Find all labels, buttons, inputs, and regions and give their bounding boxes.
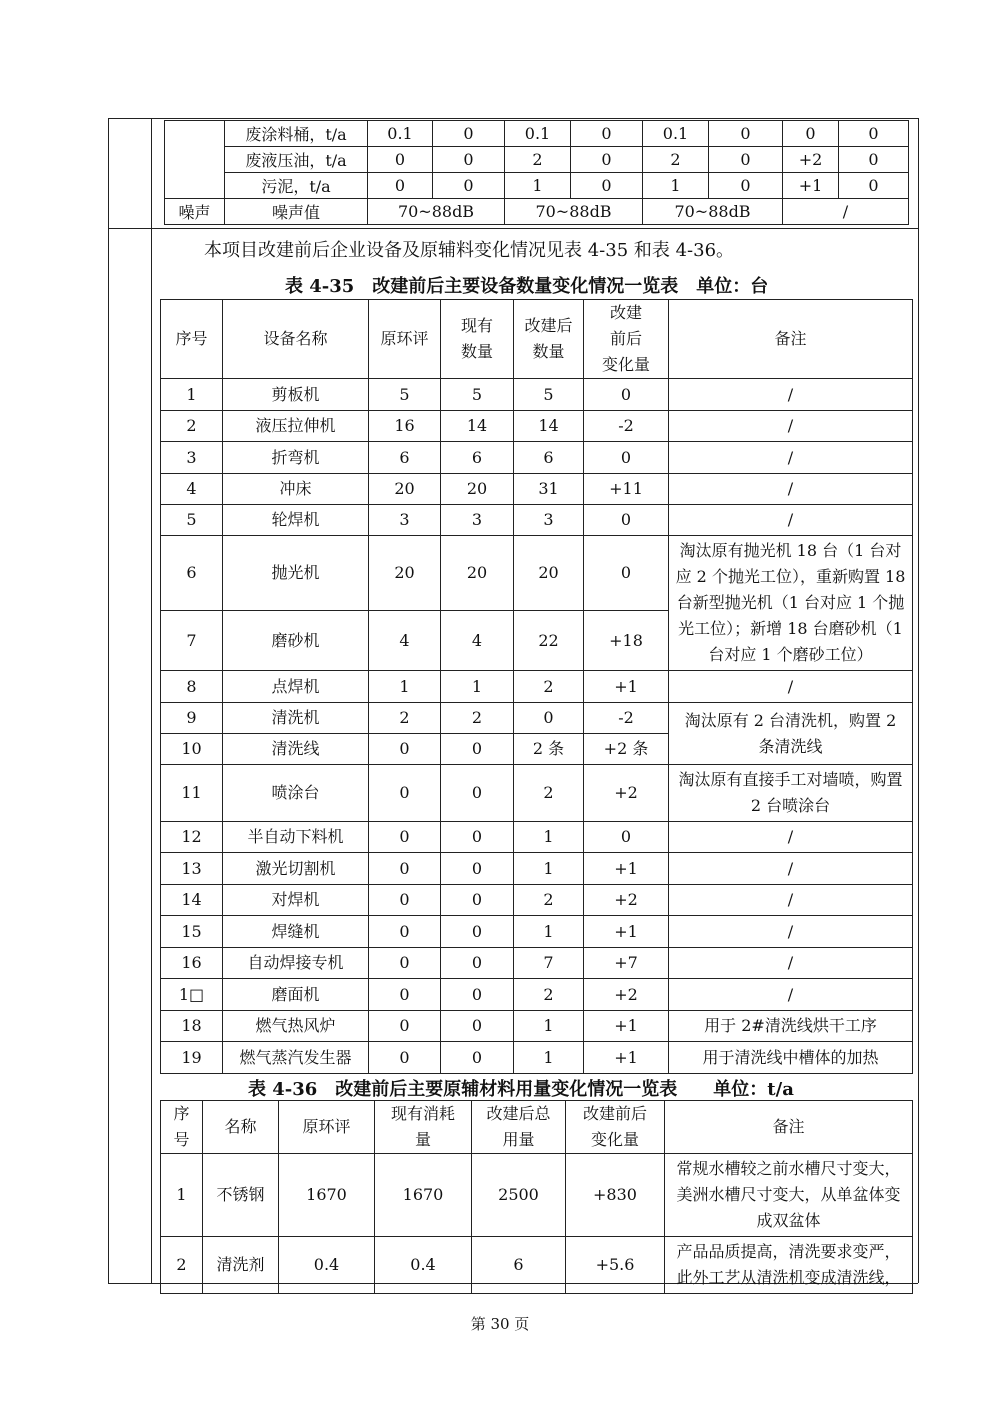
table-row [165, 173, 909, 199]
row-number: 1□ [161, 979, 223, 1011]
value-cell: 0 [709, 121, 783, 147]
count-cell: 16 [369, 411, 441, 442]
waste-name: 废液压油，t/a [225, 147, 368, 173]
noise-value: 70~88dB [505, 199, 643, 225]
count-cell: +11 [584, 474, 669, 505]
equipment-name: 抛光机 [223, 536, 369, 611]
row-number: 7 [161, 611, 223, 671]
table-header-row [161, 1101, 913, 1154]
equipment-table [160, 299, 913, 1074]
waste-name: 废涂料桶，t/a [225, 121, 368, 147]
table-row [161, 379, 913, 411]
row-number: 19 [161, 1042, 223, 1074]
count-cell: 6 [441, 442, 514, 474]
equipment-name: 折弯机 [223, 442, 369, 474]
count-cell: 6 [369, 442, 441, 474]
count-cell: 1 [441, 671, 514, 703]
remark-cell: / [669, 822, 913, 853]
count-cell: +1 [584, 671, 669, 703]
value-cell: 2 [643, 147, 709, 173]
amount-cell: 2500 [472, 1154, 566, 1237]
material-name: 清洗剂 [203, 1237, 279, 1294]
count-cell: 2 [514, 979, 584, 1011]
table-row [161, 885, 913, 916]
count-cell: +2 [584, 979, 669, 1011]
remark-cell: 淘汰原有 2 台清洗机，购置 2 条清洗线 [669, 703, 913, 765]
remark-cell: 淘汰原有直接手工对墙喷，购置 2 台喷涂台 [669, 765, 913, 822]
value-cell: 0.1 [505, 121, 571, 147]
remark-cell: / [669, 379, 913, 411]
count-cell: 1 [369, 671, 441, 703]
count-cell: 1 [514, 853, 584, 885]
count-cell: 0 [441, 916, 514, 948]
count-cell: 0 [584, 536, 669, 611]
value-cell: 0 [839, 173, 909, 199]
count-cell: +18 [584, 611, 669, 671]
equipment-name: 半自动下料机 [223, 822, 369, 853]
value-cell: 0 [709, 147, 783, 173]
remark-cell: / [669, 853, 913, 885]
row-number: 1 [161, 1154, 203, 1237]
count-cell: 1 [514, 1042, 584, 1074]
count-cell: +2 [584, 765, 669, 822]
row-number: 3 [161, 442, 223, 474]
count-cell: 20 [369, 474, 441, 505]
row-number: 6 [161, 536, 223, 611]
noise-category: 噪声 [165, 199, 225, 225]
noise-value: 70~88dB [368, 199, 505, 225]
value-cell: 0 [839, 121, 909, 147]
count-cell: +1 [584, 853, 669, 885]
count-cell: 0 [584, 505, 669, 536]
table-row [161, 1042, 913, 1074]
table-row [161, 411, 913, 442]
count-cell: 0 [369, 948, 441, 979]
amount-cell: 1670 [279, 1154, 375, 1237]
remark-cell: / [669, 505, 913, 536]
count-cell: 0 [441, 734, 514, 765]
equipment-name: 对焊机 [223, 885, 369, 916]
table-row [165, 199, 909, 225]
count-cell: 0 [441, 853, 514, 885]
table-row [161, 916, 913, 948]
frame-top-line [108, 118, 918, 119]
count-cell: 14 [514, 411, 584, 442]
equipment-name: 焊缝机 [223, 916, 369, 948]
remark-cell: 用于清洗线中槽体的加热 [669, 1042, 913, 1074]
column-header: 改建 前后 变化量 [584, 300, 669, 379]
count-cell: 2 [514, 885, 584, 916]
equipment-name: 激光切割机 [223, 853, 369, 885]
column-header: 序号 [161, 300, 223, 379]
row-number: 15 [161, 916, 223, 948]
frame-section-divider [108, 228, 918, 229]
page-number: 第 30 页 [470, 1315, 530, 1333]
table-436-caption: 表 4-36 改建前后主要原辅材料用量变化情况一览表 单位：t/a [248, 1079, 794, 1100]
row-number: 11 [161, 765, 223, 822]
table-row [161, 505, 913, 536]
column-header: 改建前后 变化量 [566, 1101, 665, 1154]
equipment-name: 喷涂台 [223, 765, 369, 822]
count-cell: 0 [441, 948, 514, 979]
row-number: 5 [161, 505, 223, 536]
blank-category-cell [165, 121, 225, 199]
material-name: 不锈钢 [203, 1154, 279, 1237]
row-number: 10 [161, 734, 223, 765]
table-row [161, 1154, 913, 1237]
noise-value: / [783, 199, 909, 225]
count-cell: 0 [441, 1042, 514, 1074]
count-cell: 4 [369, 611, 441, 671]
count-cell: 6 [514, 442, 584, 474]
noise-name: 噪声值 [225, 199, 368, 225]
row-number: 2 [161, 1237, 203, 1294]
remark-cell: / [669, 885, 913, 916]
count-cell: 0 [441, 979, 514, 1011]
equipment-name: 磨面机 [223, 979, 369, 1011]
frame-inner-line [151, 118, 152, 1283]
remark-cell: / [669, 948, 913, 979]
count-cell: +1 [584, 1042, 669, 1074]
table-row [161, 536, 913, 611]
equipment-name: 剪板机 [223, 379, 369, 411]
value-cell: 0.1 [643, 121, 709, 147]
count-cell: 20 [514, 536, 584, 611]
count-cell: 0 [369, 979, 441, 1011]
count-cell: 2 [369, 703, 441, 734]
column-header: 备注 [669, 300, 913, 379]
count-cell: 20 [441, 474, 514, 505]
table-row [161, 442, 913, 474]
count-cell: 2 [441, 703, 514, 734]
column-header: 现有消耗 量 [375, 1101, 472, 1154]
row-number: 9 [161, 703, 223, 734]
count-cell: -2 [584, 411, 669, 442]
count-cell: 0 [369, 1011, 441, 1042]
column-header: 改建后总 用量 [472, 1101, 566, 1154]
count-cell: 3 [369, 505, 441, 536]
count-cell: 20 [441, 536, 514, 611]
materials-table [160, 1100, 913, 1294]
count-cell: 0 [369, 822, 441, 853]
column-header: 改建后 数量 [514, 300, 584, 379]
count-cell: +2 [584, 885, 669, 916]
count-cell: 3 [441, 505, 514, 536]
count-cell: +7 [584, 948, 669, 979]
equipment-name: 轮焊机 [223, 505, 369, 536]
column-header: 原环评 [279, 1101, 375, 1154]
remark-cell: 产品品质提高，清洗要求变严，此外工艺从清洗机变成清洗线， [665, 1237, 913, 1294]
table-row [161, 765, 913, 822]
column-header: 备注 [665, 1101, 913, 1154]
waste-name: 污泥，t/a [225, 173, 368, 199]
value-cell: 0 [433, 121, 505, 147]
row-number: 12 [161, 822, 223, 853]
table-435-caption: 表 4-35 改建前后主要设备数量变化情况一览表 单位：台 [285, 276, 769, 297]
table-row [161, 671, 913, 703]
table-header-row [161, 300, 913, 379]
value-cell: 1 [643, 173, 709, 199]
table-row [161, 703, 913, 734]
equipment-name: 清洗线 [223, 734, 369, 765]
count-cell: 4 [441, 611, 514, 671]
remark-cell: 常规水槽较之前水槽尺寸变大，美洲水槽尺寸变大，从单盆体变成双盆体 [665, 1154, 913, 1237]
remark-cell: / [669, 979, 913, 1011]
count-cell: 5 [441, 379, 514, 411]
count-cell: 14 [441, 411, 514, 442]
row-number: 16 [161, 948, 223, 979]
value-cell: 0 [433, 147, 505, 173]
count-cell: 2 [514, 765, 584, 822]
remark-cell: / [669, 916, 913, 948]
frame-right-line [918, 118, 919, 1283]
count-cell: +2 条 [584, 734, 669, 765]
equipment-name: 点焊机 [223, 671, 369, 703]
value-cell: 2 [505, 147, 571, 173]
count-cell: 0 [369, 1042, 441, 1074]
count-cell: 0 [441, 1011, 514, 1042]
amount-cell: 0.4 [375, 1237, 472, 1294]
count-cell: 0 [369, 885, 441, 916]
count-cell: 0 [369, 916, 441, 948]
amount-cell: +830 [566, 1154, 665, 1237]
value-cell: +2 [783, 147, 839, 173]
equipment-name: 液压拉伸机 [223, 411, 369, 442]
value-cell: 0 [368, 173, 433, 199]
equipment-name: 自动焊接专机 [223, 948, 369, 979]
intro-paragraph: 本项目改建前后企业设备及原辅料变化情况见表 4-35 和表 4-36。 [204, 240, 735, 261]
amount-cell: 0.4 [279, 1237, 375, 1294]
value-cell: 0 [433, 173, 505, 199]
table-row [161, 474, 913, 505]
equipment-name: 清洗机 [223, 703, 369, 734]
remark-cell: / [669, 671, 913, 703]
count-cell: 0 [584, 379, 669, 411]
count-cell: 0 [369, 734, 441, 765]
count-cell: 1 [514, 822, 584, 853]
count-cell: 0 [584, 442, 669, 474]
count-cell: +1 [584, 1011, 669, 1042]
noise-value: 70~88dB [643, 199, 783, 225]
equipment-name: 燃气热风炉 [223, 1011, 369, 1042]
value-cell: 0.1 [368, 121, 433, 147]
remark-cell: / [669, 474, 913, 505]
row-number: 4 [161, 474, 223, 505]
row-number: 14 [161, 885, 223, 916]
table-row [165, 121, 909, 147]
value-cell: 0 [783, 121, 839, 147]
amount-cell: 6 [472, 1237, 566, 1294]
count-cell: -2 [584, 703, 669, 734]
count-cell: 0 [514, 703, 584, 734]
equipment-name: 冲床 [223, 474, 369, 505]
remark-cell: / [669, 411, 913, 442]
remark-cell: 淘汰原有抛光机 18 台（1 台对应 2 个抛光工位），重新购置 18 台新型抛光机（1 台对应 1 个抛光工位）；新增 18 台磨砂机（1 台对应 1 个磨砂工位） [669, 536, 913, 671]
count-cell: 1 [514, 1011, 584, 1042]
count-cell: 22 [514, 611, 584, 671]
equipment-name: 磨砂机 [223, 611, 369, 671]
row-number: 8 [161, 671, 223, 703]
table-row [161, 1237, 913, 1294]
column-header: 原环评 [369, 300, 441, 379]
table-row [161, 1011, 913, 1042]
waste-noise-table [164, 120, 909, 225]
count-cell: 0 [441, 885, 514, 916]
count-cell: 2 [514, 671, 584, 703]
count-cell: 5 [369, 379, 441, 411]
row-number: 18 [161, 1011, 223, 1042]
row-number: 2 [161, 411, 223, 442]
table-row [161, 948, 913, 979]
count-cell: +1 [584, 916, 669, 948]
value-cell: 1 [505, 173, 571, 199]
count-cell: 0 [441, 822, 514, 853]
count-cell: 1 [514, 916, 584, 948]
remark-cell: 用于 2#清洗线烘干工序 [669, 1011, 913, 1042]
count-cell: 0 [369, 765, 441, 822]
column-header: 现有 数量 [441, 300, 514, 379]
amount-cell: +5.6 [566, 1237, 665, 1294]
table-row [161, 822, 913, 853]
value-cell: 0 [709, 173, 783, 199]
count-cell: 0 [369, 853, 441, 885]
count-cell: 7 [514, 948, 584, 979]
frame-left-line [108, 118, 109, 1283]
row-number: 13 [161, 853, 223, 885]
column-header: 序 号 [161, 1101, 203, 1154]
table-row [161, 979, 913, 1011]
remark-cell: / [669, 442, 913, 474]
value-cell: 0 [571, 121, 643, 147]
value-cell: 0 [839, 147, 909, 173]
count-cell: 31 [514, 474, 584, 505]
table-row [161, 853, 913, 885]
count-cell: 20 [369, 536, 441, 611]
count-cell: 2 条 [514, 734, 584, 765]
count-cell: 3 [514, 505, 584, 536]
count-cell: 0 [584, 822, 669, 853]
value-cell: 0 [571, 147, 643, 173]
column-header: 设备名称 [223, 300, 369, 379]
value-cell: 0 [368, 147, 433, 173]
equipment-name: 燃气蒸汽发生器 [223, 1042, 369, 1074]
count-cell: 5 [514, 379, 584, 411]
column-header: 名称 [203, 1101, 279, 1154]
table-row [165, 147, 909, 173]
amount-cell: 1670 [375, 1154, 472, 1237]
value-cell: 0 [571, 173, 643, 199]
row-number: 1 [161, 379, 223, 411]
value-cell: +1 [783, 173, 839, 199]
count-cell: 0 [441, 765, 514, 822]
